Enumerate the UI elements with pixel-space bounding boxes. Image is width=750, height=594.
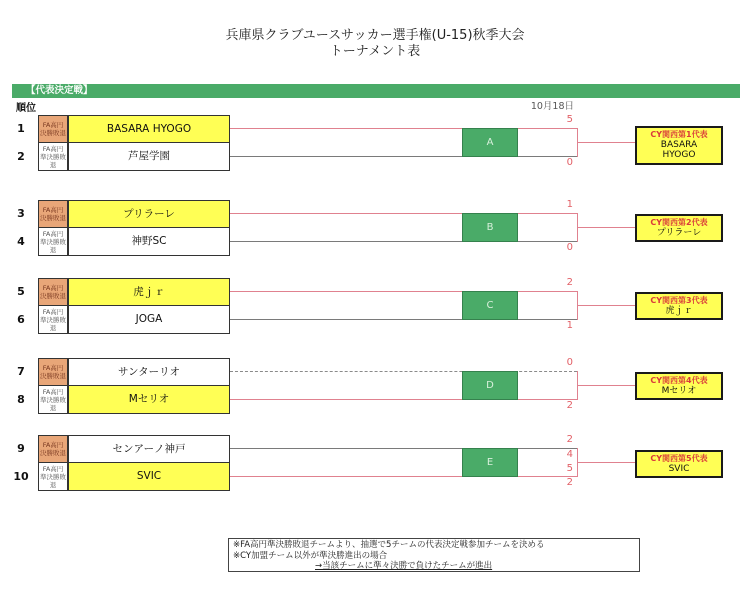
team-name-cell: 神野SC [68, 228, 230, 256]
qualifier-line1: FA高円 [42, 229, 64, 238]
team-name-cell: JOGA [68, 306, 230, 334]
rank-number: 5 [17, 285, 25, 298]
representative-title: CY関西第1代表 [650, 130, 708, 139]
representative-title: CY関西第3代表 [650, 296, 708, 305]
winner-advance-line [577, 305, 635, 306]
team-name-cell: センアーノ神戸 [68, 435, 230, 463]
rank-column-header: 順位 [16, 103, 36, 114]
page-title: 兵庫県クラブユースサッカー選手権(U-15)秋季大会 [225, 28, 525, 43]
representative-name: 虎ｊｒ [665, 305, 693, 316]
score-top: 2 [566, 434, 573, 445]
footnote-line2: ※CY加盟チーム以外が準決勝進出の場合 [233, 550, 388, 561]
match-label-box: D [462, 371, 518, 400]
qualifier-line2: 準決勝敗退 [40, 237, 66, 254]
page-subtitle: トーナメント表 [329, 44, 421, 59]
qualifier-cell [38, 200, 68, 228]
team-name-cell: 虎ｊｒ [68, 278, 230, 306]
bracket-line-winner [230, 399, 577, 400]
team-name-cell: Mセリオ [68, 386, 230, 414]
bracket-line-loser [230, 156, 577, 157]
representative-name: BASARA HYOGO [660, 139, 698, 160]
rank-number: 2 [17, 150, 25, 163]
rank-number: 1 [17, 122, 25, 135]
rank-number: 3 [17, 207, 25, 220]
bracket-line-winner [230, 291, 577, 292]
representative-box [635, 292, 723, 320]
team-name-cell: サンターリオ [68, 358, 230, 386]
representative-title: CY関西第4代表 [650, 376, 708, 385]
qualifier-cell [38, 278, 68, 306]
winner-advance-line [577, 462, 635, 463]
rank-number: 9 [17, 442, 25, 455]
qualifier-line2: 準決勝敗退 [40, 395, 66, 412]
representative-box [635, 372, 723, 400]
qualifier-line2: 決勝敗退 [40, 292, 66, 300]
bracket-line-loser [230, 241, 577, 242]
rank-number: 7 [17, 365, 25, 378]
match-label-box: A [462, 128, 518, 157]
footnote-line1: ※FA高円準決勝敗退チームより、抽選で5チームの代表決定戦参加チームを決める [233, 540, 545, 550]
bracket-line-winner [230, 213, 577, 214]
qualifier-line1: FA高円 [42, 284, 64, 292]
rank-number: 4 [17, 235, 25, 248]
qualifier-line2: 決勝敗退 [40, 372, 66, 380]
representative-box [635, 214, 723, 242]
qualifier-line1: FA高円 [42, 441, 64, 449]
score-bottom: 1 [566, 320, 573, 331]
qualifier-cell [38, 435, 68, 463]
qualifier-cell [38, 115, 68, 143]
score-bottom: 0 [566, 157, 573, 168]
qualifier-cell [38, 358, 68, 386]
pk-score-bottom: 5 [566, 463, 573, 474]
representative-box [635, 450, 723, 478]
bracket-line-loser [230, 448, 577, 449]
representative-title: CY関西第5代表 [650, 454, 708, 463]
qualifier-line2: 準決勝敗退 [40, 315, 66, 332]
qualifier-line1: FA高円 [42, 144, 64, 153]
score-bottom: 2 [566, 477, 573, 488]
representative-name: SVIC [668, 463, 690, 474]
qualifier-cell [38, 143, 68, 171]
qualifier-line1: FA高円 [42, 307, 64, 316]
bracket-line-winner [230, 128, 577, 129]
qualifier-line2: 決勝敗退 [40, 449, 66, 457]
winner-advance-line [577, 227, 635, 228]
match-date: 10月18日 [530, 101, 574, 112]
representative-name: プリラーレ [656, 227, 702, 238]
qualifier-line2: 決勝敗退 [40, 214, 66, 222]
footnote-line3: →当該チームに準々決勝で負けたチームが進出 [315, 561, 493, 571]
score-top: 2 [566, 277, 573, 288]
qualifier-cell [38, 306, 68, 334]
team-name-cell: 芦屋学園 [68, 143, 230, 171]
score-top: 5 [566, 114, 573, 125]
bracket-line-loser [230, 371, 577, 372]
rank-number: 8 [17, 393, 25, 406]
qualifier-line1: FA高円 [42, 121, 64, 129]
qualifier-cell [38, 228, 68, 256]
qualifier-line2: 準決勝敗退 [40, 472, 66, 489]
qualifier-line2: 決勝敗退 [40, 129, 66, 137]
representative-title: CY関西第2代表 [650, 218, 708, 227]
section-header-band: 【代表決定戦】 [12, 84, 740, 98]
qualifier-line1: FA高円 [42, 364, 64, 372]
qualifier-cell [38, 463, 68, 491]
score-top: 1 [566, 199, 573, 210]
match-label-box: C [462, 291, 518, 320]
bracket-line-winner [230, 476, 577, 477]
representative-name: Mセリオ [661, 385, 697, 396]
rank-number: 6 [17, 313, 25, 326]
qualifier-line1: FA高円 [42, 387, 64, 396]
qualifier-line1: FA高円 [42, 464, 64, 473]
footnote-box [228, 538, 640, 572]
qualifier-cell [38, 386, 68, 414]
rank-number: 10 [13, 470, 29, 483]
pk-score-top: 4 [566, 449, 573, 460]
qualifier-line2: 準決勝敗退 [40, 152, 66, 169]
match-label-box: B [462, 213, 518, 242]
score-bottom: 2 [566, 400, 573, 411]
representative-box [635, 126, 723, 165]
team-name-cell: プリラーレ [68, 200, 230, 228]
score-top: 0 [566, 357, 573, 368]
winner-advance-line [577, 142, 635, 143]
team-name-cell: SVIC [68, 463, 230, 491]
qualifier-line1: FA高円 [42, 206, 64, 214]
score-bottom: 0 [566, 242, 573, 253]
team-name-cell: BASARA HYOGO [68, 115, 230, 143]
match-label-box: E [462, 448, 518, 477]
winner-advance-line [577, 385, 635, 386]
bracket-line-loser [230, 319, 577, 320]
